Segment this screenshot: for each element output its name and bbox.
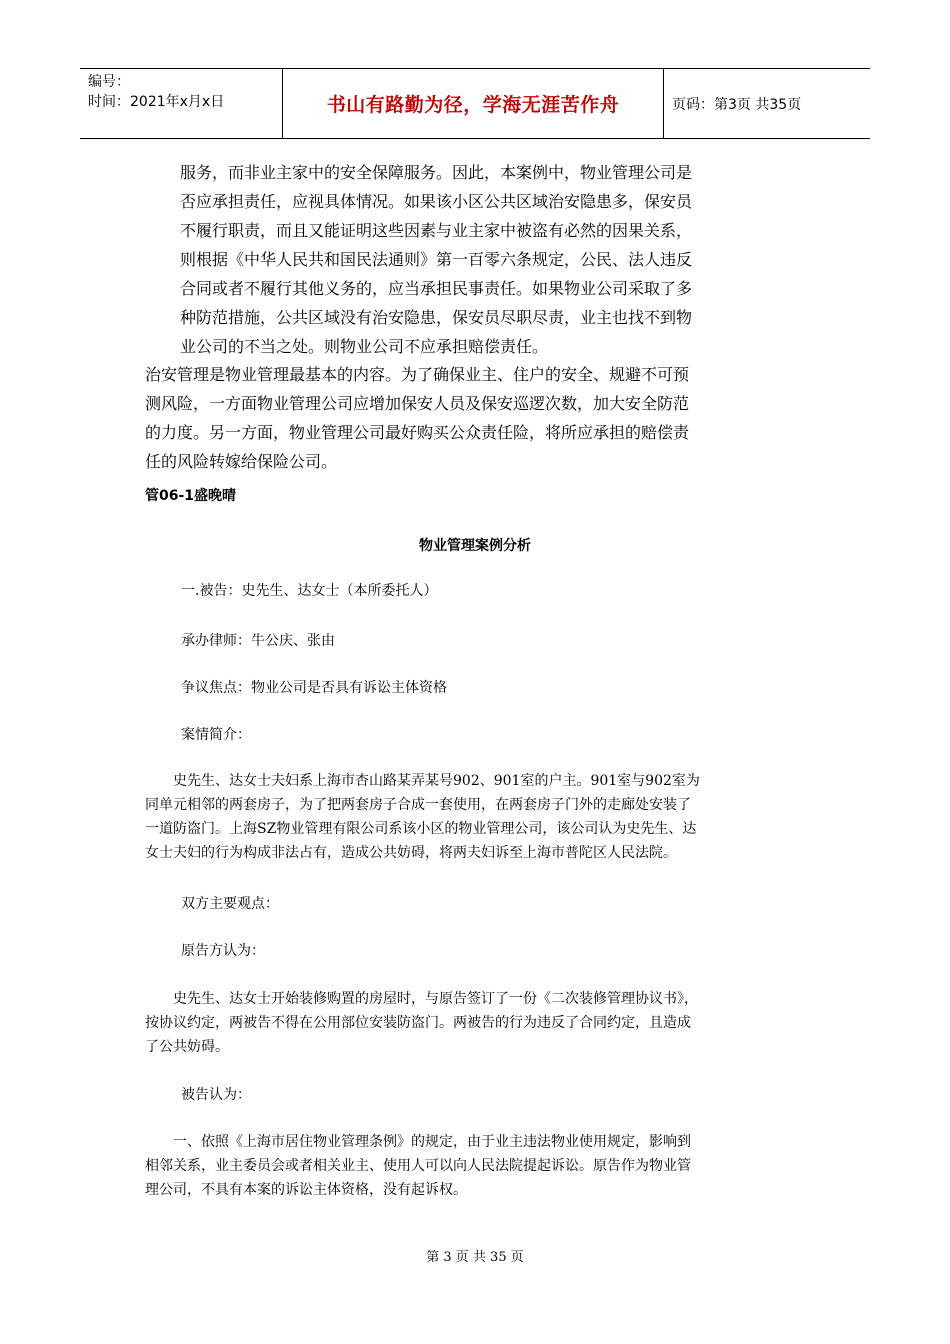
header-page-info: 页码：第3页 共35页 [672, 96, 802, 113]
defendant-label: 被告认为： [181, 1087, 251, 1103]
header-meta-cell [80, 69, 283, 138]
text-line: 相邻关系，业主委员会或者相关业主、使用人可以向人民法院提起诉讼。原告作为物业管 [145, 1158, 691, 1174]
text-line: 测风险，一方面物业管理公司应增加保安人员及保安巡逻次数，加大安全防范 [145, 394, 690, 413]
text-line: 任的风险转嫁给保险公司。 [145, 452, 338, 471]
case-intro-paragraph [145, 769, 825, 865]
text-line: 不履行职责，而且又能证明这些因素与业主家中被盗有必然的因果关系， [180, 221, 693, 240]
text-line: 治安管理是物业管理最基本的内容。为了确保业主、住户的安全、规避不可预 [145, 365, 690, 384]
page-header [80, 68, 870, 139]
text-line: 理公司，不具有本案的诉讼主体资格，没有起诉权。 [145, 1182, 467, 1198]
text-line: 则根据《中华人民共和国民法通则》第一百零六条规定，公民、法人违反 [180, 250, 693, 269]
section-title: 管06-1盛晚晴 [145, 488, 237, 504]
header-motto: 书山有路勤为径，学海无涯苦作舟 [326, 94, 620, 116]
text-line: 按协议约定，两被告不得在公用部位安装防盗门。两被告的行为违反了合同约定，且造成 [145, 1015, 691, 1031]
plaintiff-label: 原告方认为： [181, 943, 265, 959]
page-info-cell [664, 69, 870, 138]
text-line: 种防范措施，公共区域没有治安隐患，保安员尽职尽责，业主也找不到物 [180, 308, 693, 327]
focus-line: 争议焦点：物业公司是否具有诉讼主体资格 [181, 680, 447, 696]
text-line: 业公司的不当之处。则物业公司不应承担赔偿责任。 [180, 337, 549, 356]
case-intro-label: 案情简介： [181, 727, 251, 743]
page-footer: 第 3 页 共 35 页 [426, 1250, 524, 1265]
defendants-line: 一.被告：史先生、达女士（本所委托人） [181, 583, 438, 599]
text-line: 否应承担责任，应视具体情况。如果该小区公共区域治安隐患多，保安员 [180, 192, 693, 211]
defendant-paragraph [145, 1130, 825, 1202]
document-title: 物业管理案例分析 [419, 538, 531, 554]
text-line: 服务，而非业主家中的安全保障服务。因此，本案例中，物业管理公司是 [180, 163, 693, 182]
text-line: 史先生、达女士开始装修购置的房屋时，与原告签订了一份《二次装修管理协议书》， [173, 991, 698, 1007]
text-line: 一道防盗门。上海SZ物业管理有限公司系该小区的物业管理公司，该公司认为史先生、达 [145, 821, 697, 837]
text-line: 史先生、达女士夫妇系上海市杏山路某弄某号902、901室的户主。901室与902室为 [173, 773, 700, 789]
continuation-paragraph [180, 158, 825, 361]
text-line: 合同或者不履行其他义务的，应当承担民事责任。如果物业公司采取了多 [180, 279, 693, 298]
date-label: 时间：2021年x月x日 [88, 94, 225, 110]
views-label: 双方主要观点： [181, 896, 279, 912]
text-line: 同单元相邻的两套房子，为了把两套房子合成一套使用，在两套房子门外的走廊处安装了 [145, 797, 691, 813]
text-line: 的力度。另一方面，物业管理公司最好购买公众责任险，将所应承担的赔偿责 [145, 423, 690, 442]
summary-paragraph [145, 360, 825, 476]
text-line: 女士夫妇的行为构成非法占有，造成公共妨碍，将两夫妇诉至上海市普陀区人民法院。 [145, 845, 677, 861]
lawyers-line: 承办律师：牛公庆、张由 [181, 633, 335, 649]
text-line: 一、依照《上海市居住物业管理条例》的规定，由于业主违法物业使用规定，影响到 [173, 1134, 691, 1150]
plaintiff-paragraph [145, 987, 825, 1059]
motto-cell [283, 69, 664, 138]
text-line: 了公共妨碍。 [145, 1039, 229, 1055]
number-label: 编号： [88, 74, 130, 90]
